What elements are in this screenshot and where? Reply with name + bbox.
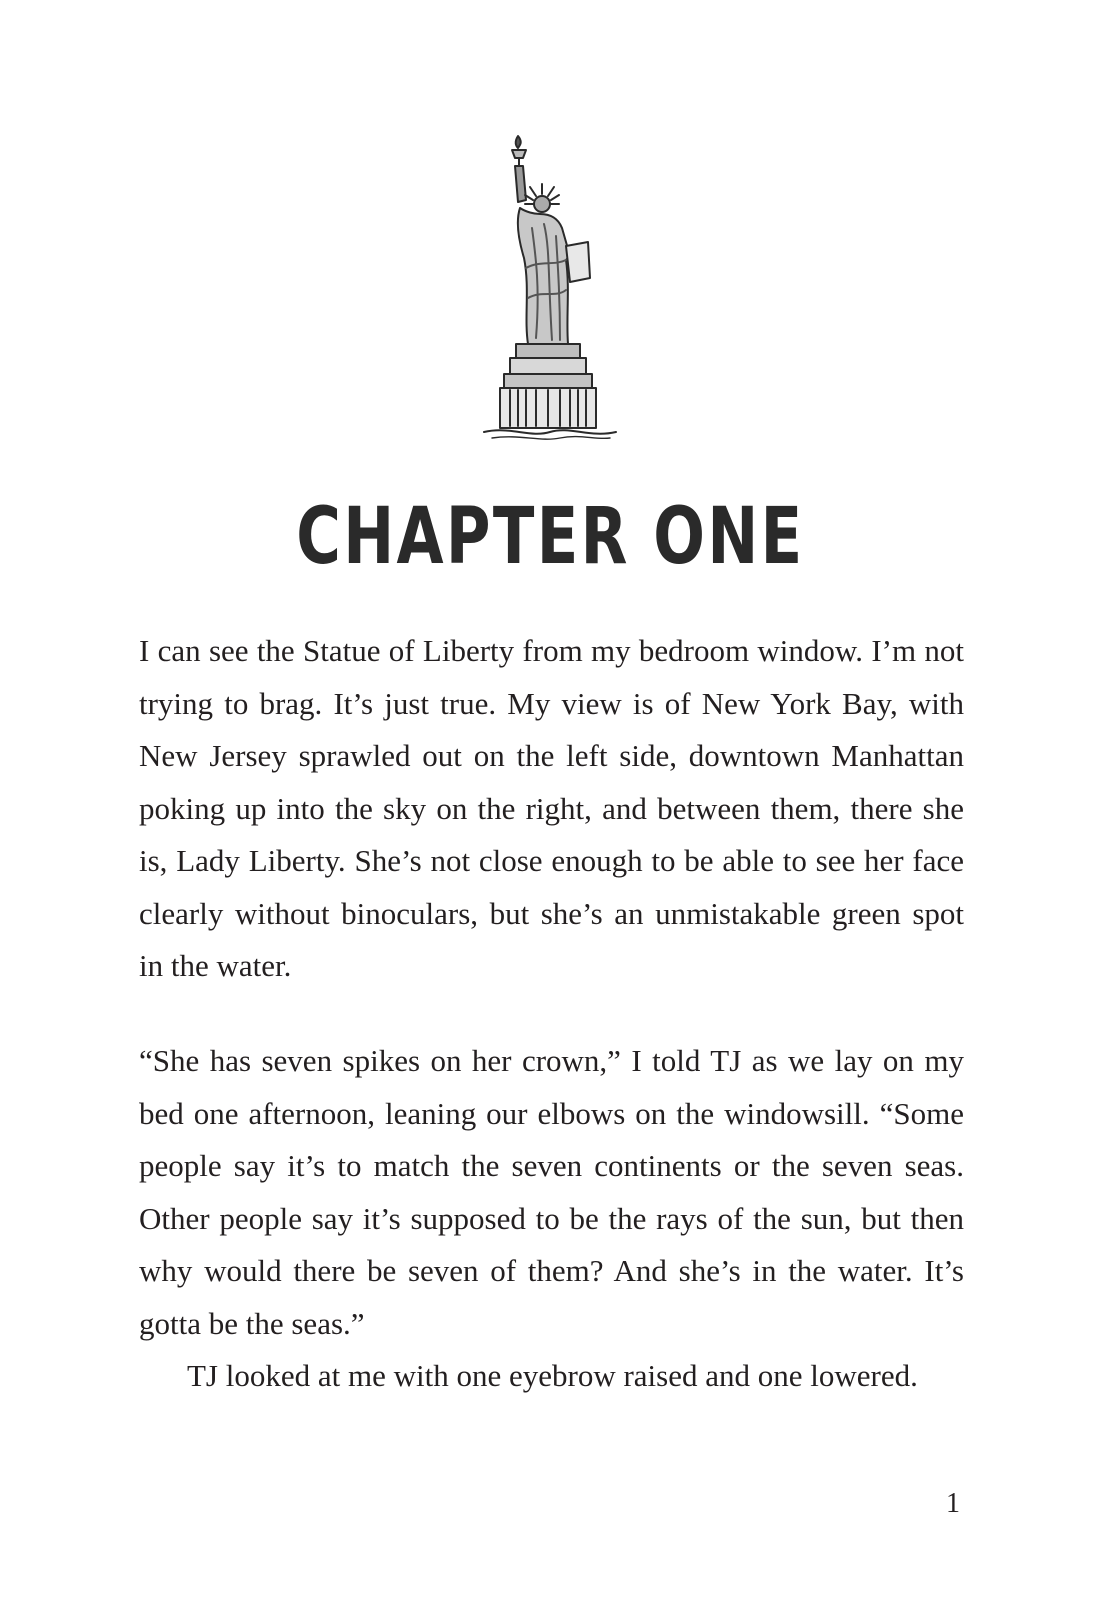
statue-of-liberty-icon [470,128,630,448]
paragraph-1 [139,625,964,993]
paragraph-text: “She has seven spikes on her crown,” I told TJ as we lay on my bed one afternoon, leaning our elbows on the windowsill. “Some people say it’s to match the seven continents or the seven seas. Other people say it’s supposed to be the rays of the sun, but then why would there be seven of them? And she’s in the water. It’s gotta be the seas.” [139,1043,964,1341]
page-number: 1 [946,1488,960,1519]
chapter-title: CHAPTER ONE [296,492,805,582]
paragraph-3: TJ looked at me with one eyebrow raised and one lowered. [187,1358,918,1393]
paragraph-2 [139,1035,964,1403]
paragraph-text: I can see the Statue of Liberty from my bedroom window. I’m not trying to brag. It’s just true. My view is of New York Bay, with New Jersey sprawled out on the left side, downtown Manhattan poking up into the sky on the right, and between them, there she is, Lady Liberty. She’s not close enough to be able to see her face clearly without binoculars, but she’s an unmistakable green spot in the water. [139,633,964,983]
